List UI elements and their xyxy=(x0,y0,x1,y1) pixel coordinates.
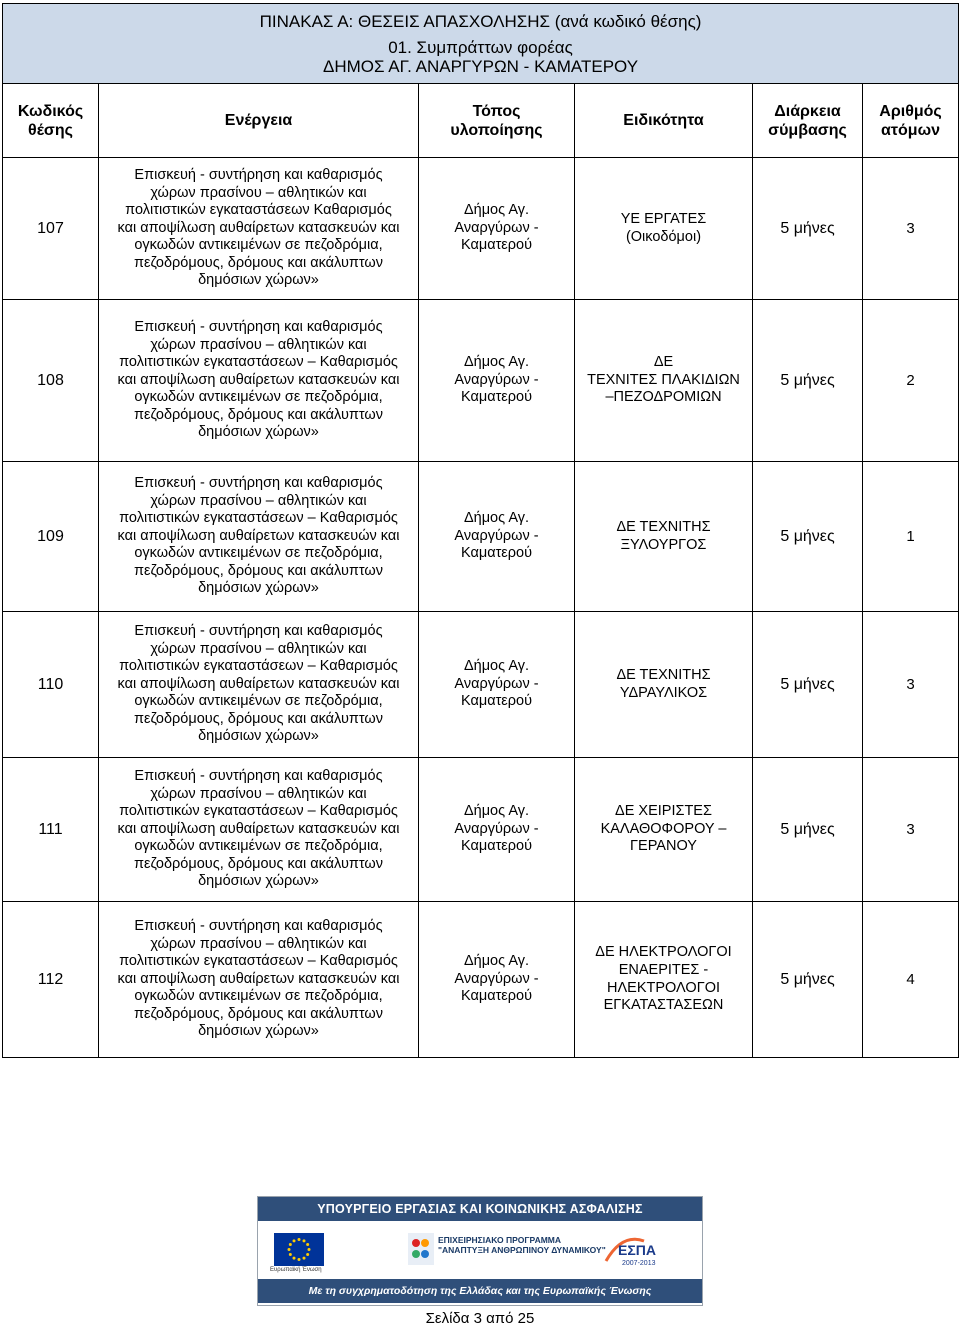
header-duration-line2: σύμβασης xyxy=(768,121,847,139)
header-place-line2: υλοποίησης xyxy=(450,121,543,139)
activity-line: χώρων πρασίνου – αθλητικών και xyxy=(150,336,367,353)
eu-star xyxy=(303,1257,306,1260)
table-title xyxy=(3,4,959,84)
activity-line: Επισκευή - συντήρηση και καθαρισμός xyxy=(134,474,383,491)
header-count-line2: ατόμων xyxy=(881,121,940,139)
place-line: Αναργύρων - xyxy=(454,371,539,388)
place-line: Δήμος Αγ. xyxy=(463,202,530,219)
specialty-cell xyxy=(575,158,753,300)
activity-cell xyxy=(99,300,419,462)
activity-line: Επισκευή - συντήρηση και καθαρισμός xyxy=(134,166,383,183)
activity-line: ογκωδών αντικειμένων σε πεζοδρόμια, xyxy=(134,237,383,254)
program-logo-icon xyxy=(408,1233,434,1265)
cofunding-strip: Με τη συγχρηματοδότηση της Ελλάδας και της Ευρωπαϊκής Ένωσης xyxy=(258,1279,702,1303)
specialty-line: (Οικοδόμοι) xyxy=(625,228,702,245)
place-line: Δήμος Αγ. xyxy=(463,803,530,820)
table-row xyxy=(3,758,959,902)
place-line: Αναργύρων - xyxy=(454,675,539,692)
place-line: Δήμος Αγ. xyxy=(463,953,530,970)
activity-line: ογκωδών αντικειμένων σε πεζοδρόμια, xyxy=(134,389,383,406)
activity-cell xyxy=(99,158,419,300)
activity-line: πεζοδρόμους, δρόμους και ακάλυπτων xyxy=(134,710,383,727)
activity-line: και αποψίλωση αυθαίρετων κατασκευών και xyxy=(117,970,400,987)
place-line: Δήμος Αγ. xyxy=(463,354,530,371)
header-specialty: Ειδικότητα xyxy=(575,84,753,158)
specialty-line: ΤΕΧΝΙΤΕΣ ΠΛΑΚΙΔΙΩΝ xyxy=(587,371,740,388)
ministry-strip: ΥΠΟΥΡΓΕΙΟ ΕΡΓΑΣΙΑΣ ΚΑΙ ΚΟΙΝΩΝΙΚΗΣ ΑΣΦΑΛΙΣΗΣ xyxy=(258,1197,702,1221)
specialty-line: ΚΑΛΑΘΟΦΟΡΟΥ – xyxy=(600,820,727,837)
count-cell: 3 xyxy=(863,758,959,902)
title-sub1: 01. Συμπράττων φορέας xyxy=(388,37,573,57)
table-row xyxy=(3,300,959,462)
activity-line: πολιτιστικών εγκαταστάσεων – Καθαρισμός xyxy=(119,354,398,371)
position-code: 112 xyxy=(3,902,99,1058)
count-cell: 4 xyxy=(863,902,959,1058)
place-line: Αναργύρων - xyxy=(454,970,539,987)
espa-name: ΕΣΠΑ xyxy=(618,1242,656,1258)
specialty-line: ΔΕ ΧΕΙΡΙΣΤΕΣ xyxy=(615,803,712,820)
activity-line: πολιτιστικών εγκαταστάσεων Καθαρισμός xyxy=(125,202,392,219)
activity-line: και αποψίλωση αυθαίρετων κατασκευών και xyxy=(117,675,400,692)
specialty-line: ΕΓΚΑΤΑΣΤΑΣΕΩΝ xyxy=(603,997,724,1014)
place-line: Δήμος Αγ. xyxy=(463,510,530,527)
activity-line: χώρων πρασίνου – αθλητικών και xyxy=(150,184,367,201)
duration-cell: 5 μήνες xyxy=(753,462,863,612)
espa-logo-icon xyxy=(604,1231,674,1267)
eu-star xyxy=(293,1239,296,1242)
place-line: Καματερού xyxy=(460,838,533,855)
duration-cell: 5 μήνες xyxy=(753,158,863,300)
specialty-line: ΔΕ ΤΕΧΝΙΤΗΣ xyxy=(616,518,711,535)
activity-line: και αποψίλωση αυθαίρετων κατασκευών και xyxy=(117,820,400,837)
header-row xyxy=(3,84,959,158)
place-line: Δήμος Αγ. xyxy=(463,658,530,675)
activity-line: πολιτιστικών εγκαταστάσεων – Καθαρισμός xyxy=(119,953,398,970)
activity-line: δημόσιων χώρων» xyxy=(198,272,319,289)
activity-line: δημόσιων χώρων» xyxy=(198,1023,319,1040)
eu-flag-icon xyxy=(274,1233,324,1266)
specialty-line: –ΠΕΖΟΔΡΟΜΙΩΝ xyxy=(605,389,722,406)
specialty-line: ΥΔΡΑΥΛΙΚΟΣ xyxy=(619,684,708,701)
activity-line: και αποψίλωση αυθαίρετων κατασκευών και xyxy=(117,371,400,388)
duration-cell: 5 μήνες xyxy=(753,758,863,902)
eu-star xyxy=(306,1253,309,1256)
place-cell xyxy=(419,158,575,300)
activity-line: χώρων πρασίνου – αθλητικών και xyxy=(150,935,367,952)
title-sub2: ΔΗΜΟΣ ΑΓ. ΑΝΑΡΓΥΡΩΝ - ΚΑΜΑΤΕΡΟΥ xyxy=(322,56,639,76)
duration-cell: 5 μήνες xyxy=(753,612,863,758)
eu-label: Ευρωπαϊκή Ένωση xyxy=(270,1267,322,1273)
activity-line: Επισκευή - συντήρηση και καθαρισμός xyxy=(134,767,383,784)
page-number: Σελίδα 3 από 25 xyxy=(425,1310,535,1327)
positions-table xyxy=(2,3,959,1058)
activity-line: πεζοδρόμους, δρόμους και ακάλυπτων xyxy=(134,562,383,579)
activity-line: πεζοδρόμους, δρόμους και ακάλυπτων xyxy=(134,406,383,423)
specialty-line: ΔΕ ΗΛΕΚΤΡΟΛΟΓΟΙ xyxy=(595,944,732,961)
table-row xyxy=(3,158,959,300)
eu-star xyxy=(308,1248,311,1251)
activity-line: δημόσιων χώρων» xyxy=(198,580,319,597)
specialty-line: ΕΝΑΕΡΙΤΕΣ - xyxy=(618,961,709,978)
duration-cell: 5 μήνες xyxy=(753,902,863,1058)
specialty-line: ΥΕ ΕΡΓΑΤΕΣ xyxy=(620,210,707,227)
eu-star xyxy=(289,1253,292,1256)
activity-cell xyxy=(99,462,419,612)
table-title-row xyxy=(3,4,959,84)
header-place xyxy=(419,84,575,158)
activity-line: ογκωδών αντικειμένων σε πεζοδρόμια, xyxy=(134,545,383,562)
activity-line: πολιτιστικών εγκαταστάσεων – Καθαρισμός xyxy=(119,658,398,675)
table-row xyxy=(3,612,959,758)
place-line: Αναργύρων - xyxy=(454,527,539,544)
program-line2: "ΑΝΑΠΤΥΞΗ ΑΝΘΡΩΠΙΝΟΥ ΔΥΝΑΜΙΚΟΥ" xyxy=(438,1245,606,1255)
table-body xyxy=(3,158,959,1058)
eu-star xyxy=(303,1239,306,1242)
activity-line: χώρων πρασίνου – αθλητικών και xyxy=(150,492,367,509)
place-line: Αναργύρων - xyxy=(454,219,539,236)
activity-line: πεζοδρόμους, δρόμους και ακάλυπτων xyxy=(134,1005,383,1022)
header-code-line2: θέσης xyxy=(28,121,73,139)
specialty-cell xyxy=(575,462,753,612)
activity-line: πολιτιστικών εγκαταστάσεων – Καθαρισμός xyxy=(119,510,398,527)
place-cell xyxy=(419,612,575,758)
activity-line: δημόσιων χώρων» xyxy=(198,728,319,745)
activity-line: ογκωδών αντικειμένων σε πεζοδρόμια, xyxy=(134,693,383,710)
activity-line: ογκωδών αντικειμένων σε πεζοδρόμια, xyxy=(134,838,383,855)
activity-line: χώρων πρασίνου – αθλητικών και xyxy=(150,785,367,802)
place-line: Καματερού xyxy=(460,389,533,406)
place-line: Καματερού xyxy=(460,545,533,562)
specialty-cell xyxy=(575,300,753,462)
specialty-line: ΔΕ xyxy=(653,354,674,371)
place-line: Καματερού xyxy=(460,693,533,710)
eu-star xyxy=(298,1258,301,1261)
title-main: ΠΙΝΑΚΑΣ Α: ΘΕΣΕΙΣ ΑΠΑΣΧΟΛΗΣΗΣ (ανά κωδικό θέσης) xyxy=(259,11,702,31)
activity-line: δημόσιων χώρων» xyxy=(198,873,319,890)
activity-cell xyxy=(99,902,419,1058)
header-duration xyxy=(753,84,863,158)
header-count-line1: Αριθμός xyxy=(879,102,942,120)
activity-line: και αποψίλωση αυθαίρετων κατασκευών και xyxy=(117,219,400,236)
position-code: 110 xyxy=(3,612,99,758)
activity-cell xyxy=(99,612,419,758)
activity-line: Επισκευή - συντήρηση και καθαρισμός xyxy=(134,622,383,639)
activity-line: δημόσιων χώρων» xyxy=(198,424,319,441)
activity-line: Επισκευή - συντήρηση και καθαρισμός xyxy=(134,917,383,934)
place-line: Αναργύρων - xyxy=(454,820,539,837)
header-duration-line1: Διάρκεια xyxy=(774,102,841,120)
header-code-line1: Κωδικός xyxy=(17,102,84,120)
header-place-line1: Τόπος xyxy=(472,102,521,120)
position-code: 109 xyxy=(3,462,99,612)
specialty-line: ΞΥΛΟΥΡΓΟΣ xyxy=(620,536,707,553)
header-count xyxy=(863,84,959,158)
duration-cell: 5 μήνες xyxy=(753,300,863,462)
eu-star xyxy=(298,1238,301,1241)
activity-line: πεζοδρόμους, δρόμους και ακάλυπτων xyxy=(134,254,383,271)
eu-star xyxy=(306,1243,309,1246)
activity-line: Επισκευή - συντήρηση και καθαρισμός xyxy=(134,318,383,335)
eu-star xyxy=(288,1248,291,1251)
activity-line: πεζοδρόμους, δρόμους και ακάλυπτων xyxy=(134,855,383,872)
activity-cell xyxy=(99,758,419,902)
specialty-cell xyxy=(575,612,753,758)
specialty-cell xyxy=(575,758,753,902)
specialty-cell xyxy=(575,902,753,1058)
activity-line: πολιτιστικών εγκαταστάσεων – Καθαρισμός xyxy=(119,803,398,820)
activity-line: χώρων πρασίνου – αθλητικών και xyxy=(150,640,367,657)
table-row xyxy=(3,462,959,612)
specialty-line: ΗΛΕΚΤΡΟΛΟΓΟΙ xyxy=(607,979,720,996)
header-code xyxy=(3,84,99,158)
count-cell: 2 xyxy=(863,300,959,462)
logo-strip xyxy=(258,1221,702,1279)
position-code: 107 xyxy=(3,158,99,300)
place-line: Καματερού xyxy=(460,988,533,1005)
table-row xyxy=(3,902,959,1058)
activity-line: και αποψίλωση αυθαίρετων κατασκευών και xyxy=(117,527,400,544)
program-line1: ΕΠΙΧΕΙΡΗΣΙΑΚΟ ΠΡΟΓΡΑΜΜΑ xyxy=(438,1235,562,1245)
eu-funding-banner xyxy=(257,1196,703,1306)
position-code: 111 xyxy=(3,758,99,902)
header-activity: Ενέργεια xyxy=(99,84,419,158)
specialty-line: ΔΕ ΤΕΧΝΙΤΗΣ xyxy=(616,666,711,683)
place-cell xyxy=(419,902,575,1058)
count-cell: 3 xyxy=(863,612,959,758)
place-cell xyxy=(419,758,575,902)
activity-line: ογκωδών αντικειμένων σε πεζοδρόμια, xyxy=(134,988,383,1005)
eu-star xyxy=(289,1243,292,1246)
place-cell xyxy=(419,300,575,462)
place-line: Καματερού xyxy=(460,237,533,254)
count-cell: 1 xyxy=(863,462,959,612)
specialty-line: ΓΕΡΑΝΟΥ xyxy=(630,838,697,855)
eu-star xyxy=(293,1257,296,1260)
program-text xyxy=(438,1235,606,1255)
count-cell: 3 xyxy=(863,158,959,300)
position-code: 108 xyxy=(3,300,99,462)
place-cell xyxy=(419,462,575,612)
espa-years: 2007-2013 xyxy=(622,1260,656,1267)
